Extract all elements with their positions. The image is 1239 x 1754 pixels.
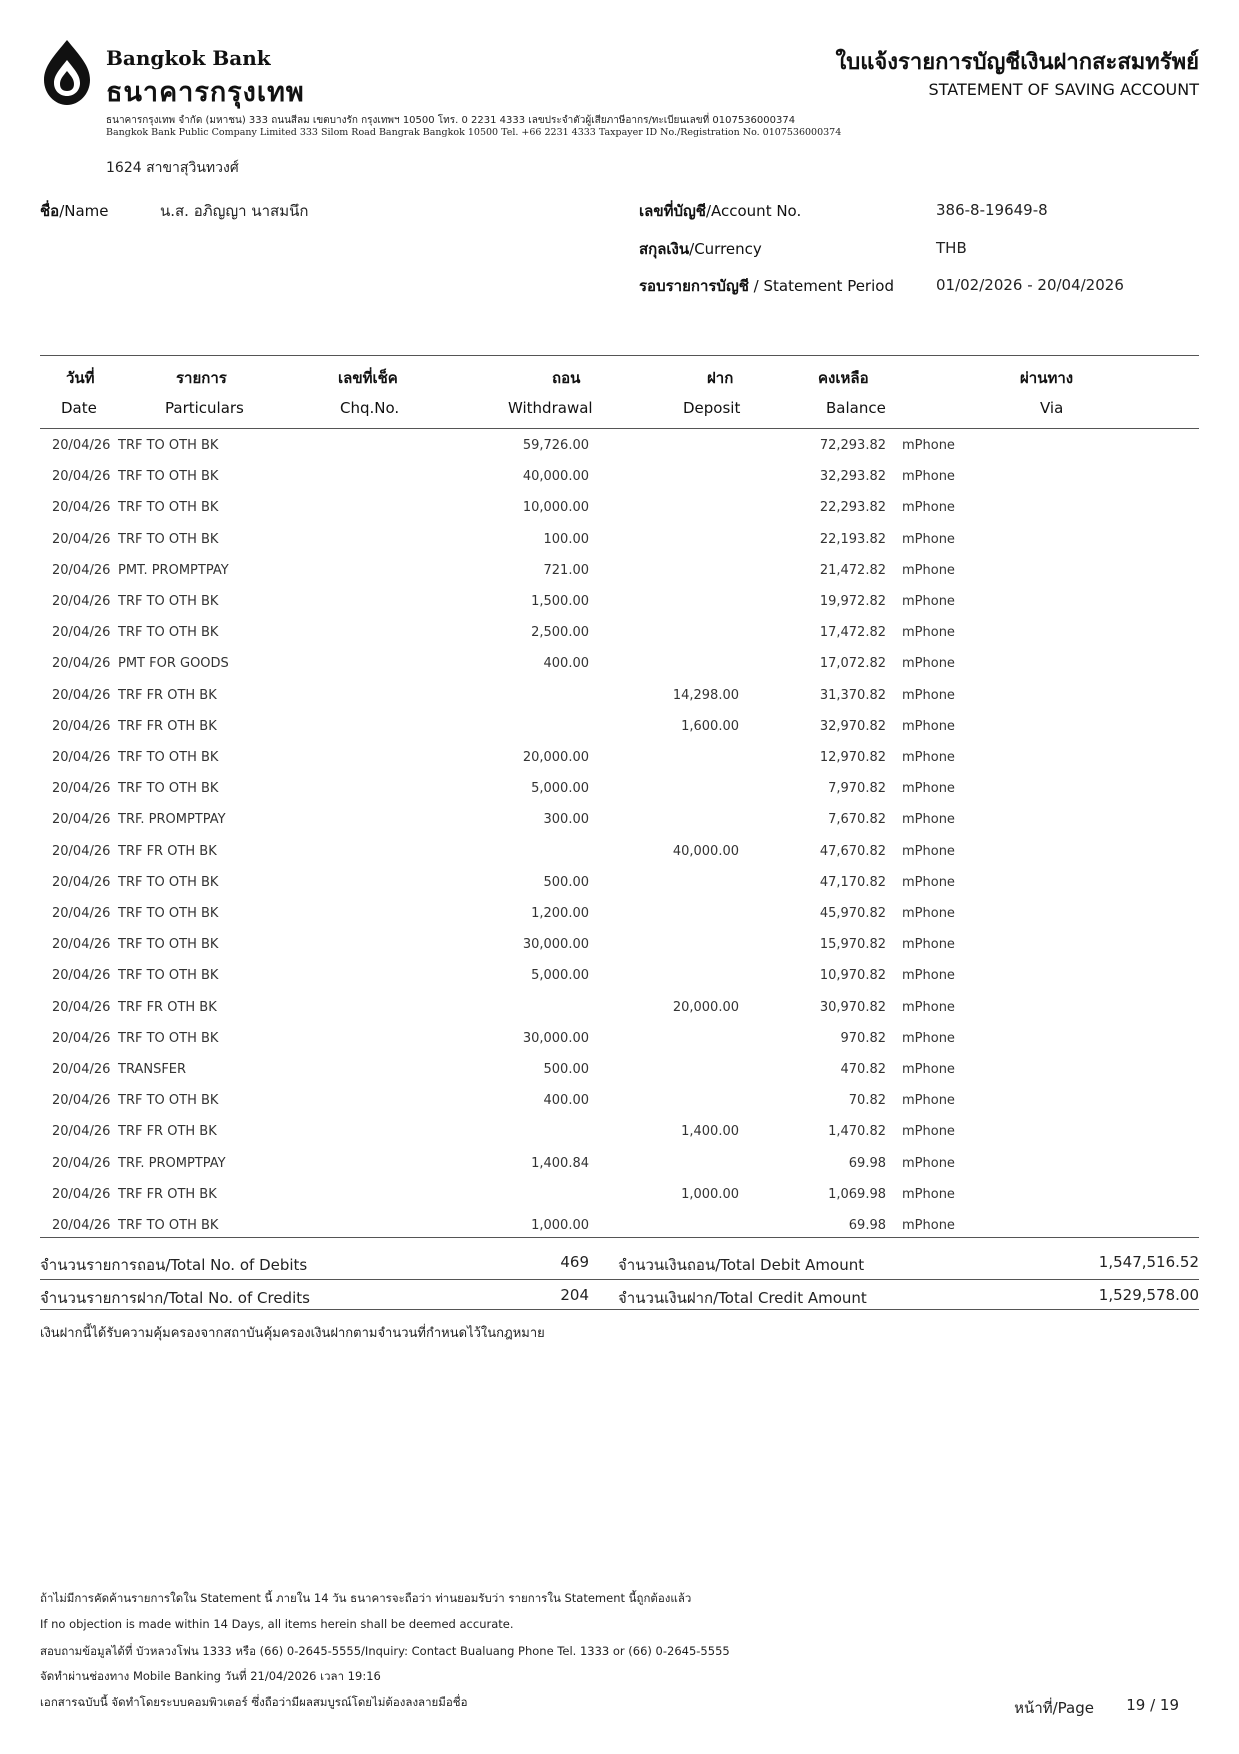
- row-balance: 31,370.82: [819, 687, 886, 703]
- row-particulars: TRF TO OTH BK: [118, 781, 219, 797]
- currency-label: สกุลเงิน/Currency: [639, 240, 762, 258]
- row-date: 20/04/26: [52, 656, 111, 672]
- totals-rule: [40, 1279, 1199, 1280]
- document-title-en: STATEMENT OF SAVING ACCOUNT: [928, 80, 1199, 99]
- row-via: mPhone: [902, 1093, 955, 1109]
- row-deposit: 40,000.00: [672, 843, 739, 859]
- header-cheque-en: Chq.No.: [340, 399, 400, 417]
- row-date: 20/04/26: [52, 718, 111, 734]
- row-deposit: 1,600.00: [681, 718, 739, 734]
- table-row: [0, 656, 1239, 687]
- row-withdrawal: 400.00: [543, 1093, 589, 1109]
- header-deposit-th: ฝาก: [707, 369, 734, 387]
- header-particulars-th: รายการ: [176, 369, 227, 387]
- row-particulars: TRF TO OTH BK: [118, 500, 219, 516]
- table-row: [0, 1031, 1239, 1062]
- footer-inquiry: สอบถามข้อมูลได้ที่ บัวหลวงโฟน 1333 หรือ (66) 0-2645-5555/Inquiry: Contact Bualuang Phone Tel. 1333 or (66) 0-2645-5555: [40, 1644, 730, 1658]
- total-debit-amount: 1,547,516.52: [1098, 1253, 1199, 1271]
- row-date: 20/04/26: [52, 687, 111, 703]
- row-via: mPhone: [902, 718, 955, 734]
- row-date: 20/04/26: [52, 937, 111, 953]
- table-row: [0, 937, 1239, 968]
- total-credits-count: 204: [560, 1286, 589, 1304]
- total-debits-count: 469: [560, 1253, 589, 1271]
- row-via: mPhone: [902, 999, 955, 1015]
- row-particulars: TRF TO OTH BK: [118, 874, 219, 890]
- row-withdrawal: 5,000.00: [531, 781, 589, 797]
- row-via: mPhone: [902, 812, 955, 828]
- row-date: 20/04/26: [52, 1124, 111, 1140]
- row-balance: 17,472.82: [819, 625, 886, 641]
- row-date: 20/04/26: [52, 1155, 111, 1171]
- table-row: [0, 906, 1239, 937]
- footer-objection-en: If no objection is made within 14 Days, all items herein shall be deemed accurate.: [40, 1617, 514, 1631]
- row-date: 20/04/26: [52, 906, 111, 921]
- row-particulars: TRF TO OTH BK: [118, 469, 219, 485]
- row-balance: 69.98: [848, 1155, 886, 1171]
- table-row: [0, 781, 1239, 812]
- row-via: mPhone: [902, 1062, 955, 1077]
- row-via: mPhone: [902, 625, 955, 641]
- row-withdrawal: 5,000.00: [531, 968, 589, 984]
- deposit-protection-note: เงินฝากนี้ได้รับความคุ้มครองจากสถาบันคุ้มครองเงินฝากตามจำนวนที่กำหนดไว้ในกฎหมาย: [40, 1326, 545, 1341]
- row-balance: 30,970.82: [819, 999, 886, 1015]
- row-deposit: 1,000.00: [681, 1186, 739, 1202]
- document-title-th: ใบแจ้งรายการบัญชีเงินฝากสะสมทรัพย์: [835, 50, 1199, 75]
- account-value: 386-8-19649-8: [936, 201, 1048, 219]
- company-address-en: Bangkok Bank Public Company Limited 333 Silom Road Bangrak Bangkok 10500 Tel. +66 2231 4333 Taxpayer ID No./Registration No. 0107536000374: [106, 127, 842, 138]
- row-balance: 32,293.82: [819, 469, 886, 485]
- row-via: mPhone: [902, 874, 955, 890]
- table-row: [0, 875, 1239, 906]
- table-row: [0, 594, 1239, 625]
- logo-text-en: Bangkok Bank: [106, 46, 271, 70]
- name-label: ชื่อ/Name: [40, 202, 109, 220]
- logo-text-th: ธนาคารกรุงเทพ: [106, 77, 305, 108]
- row-balance: 21,472.82: [819, 562, 886, 578]
- row-balance: 45,970.82: [819, 906, 886, 921]
- table-row: [0, 438, 1239, 469]
- row-balance: 32,970.82: [819, 718, 886, 734]
- header-withdrawal-th: ถอน: [552, 369, 581, 387]
- row-withdrawal: 500.00: [543, 874, 589, 890]
- row-withdrawal: 40,000.00: [522, 469, 589, 485]
- header-particulars-en: Particulars: [165, 399, 244, 417]
- table-row: [0, 1218, 1239, 1249]
- company-address-th: ธนาคารกรุงเทพ จำกัด (มหาชน) 333 ถนนสีลม เขตบางรัก กรุงเทพฯ 10500 โทร. 0 2231 4333 เลขประจำตัวผู้เสียภาษีอากร/ทะเบียนเลขที่ 0107536000374: [106, 115, 796, 126]
- total-debits-label: จำนวนรายการถอน/Total No. of Debits: [40, 1256, 308, 1274]
- row-balance: 69.98: [848, 1218, 886, 1233]
- row-via: mPhone: [902, 438, 955, 453]
- row-balance: 15,970.82: [819, 937, 886, 953]
- table-row: [0, 500, 1239, 531]
- row-balance: 17,072.82: [819, 656, 886, 672]
- row-via: mPhone: [902, 1030, 955, 1046]
- row-withdrawal: 1,000.00: [531, 1218, 589, 1233]
- row-particulars: TRF TO OTH BK: [118, 438, 219, 453]
- table-row: [0, 469, 1239, 500]
- row-date: 20/04/26: [52, 781, 111, 797]
- total-credit-amount: 1,529,578.00: [1098, 1286, 1199, 1304]
- table-row: [0, 844, 1239, 875]
- account-label: เลขที่บัญชี/Account No.: [639, 202, 802, 220]
- table-top-rule: [40, 355, 1199, 356]
- header-cheque-th: เลขที่เช็ค: [338, 369, 398, 387]
- row-balance: 1,470.82: [828, 1124, 886, 1140]
- row-date: 20/04/26: [52, 1062, 111, 1077]
- row-particulars: TRF FR OTH BK: [118, 718, 217, 734]
- row-particulars: TRF TO OTH BK: [118, 1218, 219, 1233]
- currency-value: THB: [936, 239, 967, 257]
- row-date: 20/04/26: [52, 625, 111, 641]
- row-particulars: TRF. PROMPTPAY: [118, 1155, 226, 1171]
- row-withdrawal: 500.00: [543, 1062, 589, 1077]
- header-date-th: วันที่: [66, 369, 95, 387]
- table-row: [0, 1093, 1239, 1124]
- row-date: 20/04/26: [52, 469, 111, 485]
- row-balance: 47,670.82: [819, 843, 886, 859]
- row-particulars: TRF TO OTH BK: [118, 968, 219, 984]
- header-balance-en: Balance: [826, 399, 886, 417]
- row-particulars: TRF. PROMPTPAY: [118, 812, 226, 828]
- row-withdrawal: 721.00: [543, 562, 589, 578]
- row-via: mPhone: [902, 968, 955, 984]
- footer-computer-generated: เอกสารฉบับนี้ จัดทำโดยระบบคอมพิวเตอร์ ซึ่งถือว่ามีผลสมบูรณ์โดยไม่ต้องลงลายมือชื่อ: [40, 1695, 468, 1709]
- row-via: mPhone: [902, 687, 955, 703]
- row-particulars: TRF FR OTH BK: [118, 1124, 217, 1140]
- row-withdrawal: 300.00: [543, 812, 589, 828]
- header-via-th: ผ่านทาง: [1020, 369, 1074, 387]
- table-row: [0, 1156, 1239, 1187]
- row-withdrawal: 1,400.84: [531, 1155, 589, 1171]
- table-row: [0, 1000, 1239, 1031]
- row-particulars: TRF FR OTH BK: [118, 1186, 217, 1202]
- row-via: mPhone: [902, 469, 955, 485]
- row-particulars: PMT. PROMPTPAY: [118, 562, 229, 578]
- row-balance: 47,170.82: [819, 874, 886, 890]
- row-particulars: TRF TO OTH BK: [118, 1093, 219, 1109]
- table-row: [0, 968, 1239, 999]
- row-via: mPhone: [902, 750, 955, 765]
- row-date: 20/04/26: [52, 812, 111, 828]
- table-bottom-rule: [40, 1237, 1199, 1238]
- row-date: 20/04/26: [52, 1030, 111, 1046]
- totals-bottom-rule: [40, 1309, 1199, 1310]
- row-particulars: TRF TO OTH BK: [118, 1030, 219, 1046]
- row-date: 20/04/26: [52, 750, 111, 765]
- row-withdrawal: 20,000.00: [522, 750, 589, 765]
- row-balance: 470.82: [840, 1062, 886, 1077]
- row-balance: 19,972.82: [819, 594, 886, 609]
- row-balance: 22,293.82: [819, 500, 886, 516]
- row-via: mPhone: [902, 656, 955, 672]
- row-via: mPhone: [902, 1124, 955, 1140]
- table-row: [0, 688, 1239, 719]
- row-date: 20/04/26: [52, 562, 111, 578]
- statement-period-value: 01/02/2026 - 20/04/2026: [936, 276, 1124, 294]
- row-date: 20/04/26: [52, 1218, 111, 1233]
- name-value: น.ส. อภิญญา นาสมนึก: [160, 202, 309, 220]
- total-credits-label: จำนวนรายการฝาก/Total No. of Credits: [40, 1289, 310, 1307]
- row-via: mPhone: [902, 1186, 955, 1202]
- row-date: 20/04/26: [52, 438, 111, 453]
- row-particulars: TRF FR OTH BK: [118, 687, 217, 703]
- row-date: 20/04/26: [52, 874, 111, 890]
- row-particulars: TRF FR OTH BK: [118, 843, 217, 859]
- table-row: [0, 1124, 1239, 1155]
- header-balance-th: คงเหลือ: [818, 369, 869, 387]
- statement-period-label: รอบรายการบัญชี / Statement Period: [639, 277, 894, 295]
- table-header-rule: [40, 428, 1199, 429]
- row-date: 20/04/26: [52, 999, 111, 1015]
- table-row: [0, 719, 1239, 750]
- row-particulars: TRF TO OTH BK: [118, 750, 219, 765]
- row-date: 20/04/26: [52, 1093, 111, 1109]
- row-particulars: TRF TO OTH BK: [118, 594, 219, 609]
- table-row: [0, 625, 1239, 656]
- row-particulars: TRF FR OTH BK: [118, 999, 217, 1015]
- row-balance: 7,670.82: [828, 812, 886, 828]
- row-particulars: TRF TO OTH BK: [118, 937, 219, 953]
- row-via: mPhone: [902, 937, 955, 953]
- row-balance: 22,193.82: [819, 531, 886, 547]
- row-withdrawal: 1,500.00: [531, 594, 589, 609]
- row-date: 20/04/26: [52, 843, 111, 859]
- table-row: [0, 812, 1239, 843]
- row-particulars: TRF TO OTH BK: [118, 531, 219, 547]
- row-withdrawal: 10,000.00: [522, 500, 589, 516]
- row-particulars: PMT FOR GOODS: [118, 656, 229, 672]
- row-balance: 12,970.82: [819, 750, 886, 765]
- row-via: mPhone: [902, 781, 955, 797]
- table-row: [0, 750, 1239, 781]
- row-withdrawal: 2,500.00: [531, 625, 589, 641]
- row-via: mPhone: [902, 594, 955, 609]
- page-number: 19 / 19: [1126, 1696, 1179, 1714]
- footer-objection-th: ถ้าไม่มีการคัดค้านรายการใดใน Statement นี้ ภายใน 14 วัน ธนาคารจะถือว่า ท่านยอมรับว่า รายการใน Statement นี้ถูกต้องแล้ว: [40, 1591, 692, 1605]
- footer-generated: จัดทำผ่านช่องทาง Mobile Banking วันที่ 21/04/2026 เวลา 19:16: [40, 1669, 381, 1683]
- row-via: mPhone: [902, 531, 955, 547]
- row-withdrawal: 30,000.00: [522, 937, 589, 953]
- total-credit-amount-label: จำนวนเงินฝาก/Total Credit Amount: [618, 1289, 867, 1307]
- row-deposit: 20,000.00: [672, 999, 739, 1015]
- row-particulars: TRANSFER: [118, 1062, 187, 1077]
- row-via: mPhone: [902, 906, 955, 921]
- row-balance: 10,970.82: [819, 968, 886, 984]
- table-row: [0, 1187, 1239, 1218]
- row-date: 20/04/26: [52, 500, 111, 516]
- table-row: [0, 563, 1239, 594]
- total-debit-amount-label: จำนวนเงินถอน/Total Debit Amount: [618, 1256, 865, 1274]
- bangkok-bank-logo-icon: [40, 38, 94, 108]
- row-withdrawal: 1,200.00: [531, 906, 589, 921]
- header-withdrawal-en: Withdrawal: [508, 399, 593, 417]
- row-via: mPhone: [902, 1218, 955, 1233]
- page-label: หน้าที่/Page: [1014, 1699, 1094, 1717]
- header-via-en: Via: [1040, 399, 1064, 417]
- row-date: 20/04/26: [52, 968, 111, 984]
- header-date-en: Date: [61, 399, 97, 417]
- row-withdrawal: 100.00: [543, 531, 589, 547]
- row-via: mPhone: [902, 500, 955, 516]
- row-deposit: 1,400.00: [681, 1124, 739, 1140]
- row-withdrawal: 59,726.00: [522, 438, 589, 453]
- row-balance: 72,293.82: [819, 438, 886, 453]
- row-balance: 7,970.82: [828, 781, 886, 797]
- row-via: mPhone: [902, 562, 955, 578]
- header-deposit-en: Deposit: [683, 399, 741, 417]
- row-date: 20/04/26: [52, 1186, 111, 1202]
- row-balance: 1,069.98: [828, 1186, 886, 1202]
- row-balance: 70.82: [848, 1093, 886, 1109]
- row-deposit: 14,298.00: [672, 687, 739, 703]
- row-date: 20/04/26: [52, 531, 111, 547]
- row-withdrawal: 400.00: [543, 656, 589, 672]
- row-via: mPhone: [902, 843, 955, 859]
- row-balance: 970.82: [840, 1030, 886, 1046]
- row-particulars: TRF TO OTH BK: [118, 625, 219, 641]
- row-withdrawal: 30,000.00: [522, 1030, 589, 1046]
- row-particulars: TRF TO OTH BK: [118, 906, 219, 921]
- table-row: [0, 532, 1239, 563]
- row-via: mPhone: [902, 1155, 955, 1171]
- row-date: 20/04/26: [52, 594, 111, 609]
- table-row: [0, 1062, 1239, 1093]
- branch-name: 1624 สาขาสุวินทวงศ์: [106, 160, 239, 176]
